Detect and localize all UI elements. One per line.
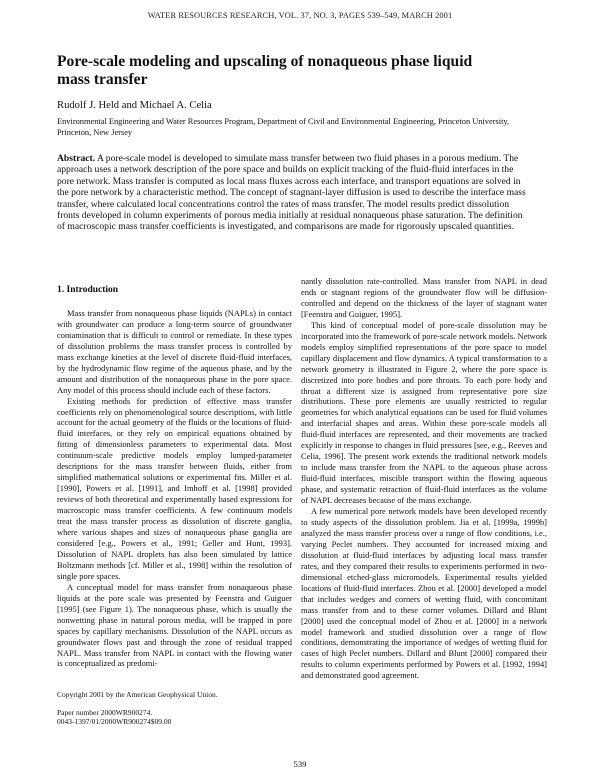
intro-paragraph: This kind of conceptual model of pore-scale dissolution may be incorporated into the framework of pore-scale network models. Network models employ simplified representations of the pore space to model capillary displacement and flow dynamics. A typical transformation to a network geometry is illustrated in Figure 2, where the pore space is discretized into pore bodies and pore throats. To each pore body and throat a different size is assigned from representative pore size distributions. These pore elements are usually restricted to regular geometries for which analytical equations can be used for fluid volumes and interfacial shapes and areas. Within these pore-scale models all fluid-fluid interfaces are represented, and their movements are tracked explicitly in response to changes in fluid pressures [see, e.g., Reeves and Celia, 1996]. The present work extends the traditional network models to include mass transfer from the NAPL to the aqueous phase across fluid-fluid interfaces, miscible transport within the flowing aqueous phase, and systematic retraction of fluid-fluid interfaces as the volume of NAPL decreases because of the mass exchange. [301, 319, 547, 506]
running-head: WATER RESOURCES RESEARCH, VOL. 37, NO. 3, PAGES 539–549, MARCH 2001 [147, 11, 453, 20]
intro-paragraph: nantly dissolution rate-controlled. Mass transfer from NAPL in dead ends or stagnant regions of the groundwater flow will be diffusion-controlled and depend on the thickness of the layer of stagnant water [Feenstra and Guiguer, 1995]. [301, 276, 547, 319]
copyright-notice: Copyright 2001 by the American Geophysical Union. [57, 690, 218, 699]
affiliation: Environmental Engineering and Water Resources Program, Department of Civil and Environmental Engineering, Princeton University, Princeton, New Jersey [57, 117, 510, 137]
section-heading: 1. Introduction [57, 285, 119, 295]
authors: Rudolf J. Held and Michael A. Celia [57, 100, 212, 111]
paper-number: Paper number 2000WR900274. [57, 707, 153, 717]
paper-title: Pore-scale modeling and upscaling of nonaqueous phase liquid mass transfer [57, 53, 473, 88]
intro-paragraph: A few numerical pore network models have been developed recently to study aspects of the dissolution problem. Jia et al. [1999a, 1999b] analyzed the mass transfer process over a range of flow conditions, i.e., varying Peclet numbers. They accounted for increased mixing and dissolution at fluid-fluid interfaces by adjusting local mass transfer rates, and they compared their results to experiments performed in two-dimensional etched-glass micromodels. Experimental results yielded locations of fluid-fluid interfaces. Zhou et al. [2000] developed a model that includes wedges and corners of wetting fluid, with concomitant mass transfer from and to these corner volumes. Dillard and Blunt [2000] used the conceptual model of Zhou et al. [2000] in a network model framework and studied dissolution over a range of flow conditions, demonstrating the importance of wedges of wetting fluid for cases of high Peclet numbers. Dillard and Blunt [2000] compared their results to column experiments performed by Powers et al. [1992, 1994] and demonstrated good agreement. [301, 506, 547, 681]
intro-paragraph: A conceptual model for mass transfer from nonaqueous phase liquids at the pore scale was presented by Feenstra and Guiguer [1995] (see Figure 1). The nonaqueous phase, which is usually the nonwetting phase in natural porous media, will be trapped in pore spaces by capillary mechanisms. Dissolution of the NAPL occurs as groundwater flows past and through the zone of residual trapped NAPL. Mass transfer from NAPL in contact with the flowing water is conceptualized as predomi- [57, 581, 292, 669]
right-column [301, 276, 547, 681]
abstract-label: Abstract. [57, 153, 96, 164]
footnote [57, 690, 292, 727]
intro-paragraph: Mass transfer from nonaqueous phase liquids (NAPLs) in contact with groundwater can produce a long-term source of groundwater contamination that is difficult to control or remediate. In these types of dissolution problems the mass transfer process is controlled by mass exchange kinetics at the level of discrete fluid-fluid interfaces, by the hydrodynamic flow regime of the aqueous phase, and by the amount and distribution of the nonaqueous phase in the pore space. Any model of this process should include each of these factors. [57, 307, 292, 395]
page-number: 539 [293, 759, 307, 769]
left-column [57, 276, 292, 669]
issn-code: 0043-1397/01/2000WR900274$09.00 [57, 717, 172, 727]
abstract-text: A pore-scale model is developed to simulate mass transfer between two fluid phases in a porous medium. The approach uses a network description of the pore space and builds on explicit tracking of the fluid-fluid interfaces in the pore network. Mass transfer is computed as local mass fluxes across each interface, and transport equations are solved in the pore network by a characteristic method. The concept of stagnant-layer diffusion is used to describe the interface mass transfer, where calculated local concentrations control the rates of mass transfer. The model results predict dissolution fronts developed in column experiments of porous media initially at residual nonaqueous phase saturation. The definition of macroscopic mass transfer coefficients is investigated, and comparisons are made for rigorously upscaled quantities. [57, 153, 526, 233]
intro-paragraph: Existing methods for prediction of effective mass transfer coefficients rely on phenomenological source descriptions, with little account for the actual geometry of the fluids or the locations of fluid-fluid interfaces, or they rely on empirical equations obtained by fitting of dimensionless parameters to experimental data. Most continuum-scale predictive models employ lumped-parameter descriptions for the mass transfer between fluids, either from simplified mathematical solutions or experimental fits. Miller et al. [1990], Powers et al. [1991], and Imhoff et al. [1998] provided reviews of both theoretical and experimentally based expressions for macroscopic mass transfer coefficients. A few continuum models treat the mass transfer process as dissolution of discrete ganglia, where various shapes and sizes of nonaqueous phase ganglia are considered [e.g., Powers et al., 1991; Geller and Hunt, 1993]. Dissolution of NAPL droplets has also been simulated by lattice Boltzmann methods [cf. Miller et al., 1998] within the resolution of single pore spaces. [57, 395, 292, 581]
abstract [57, 153, 531, 233]
